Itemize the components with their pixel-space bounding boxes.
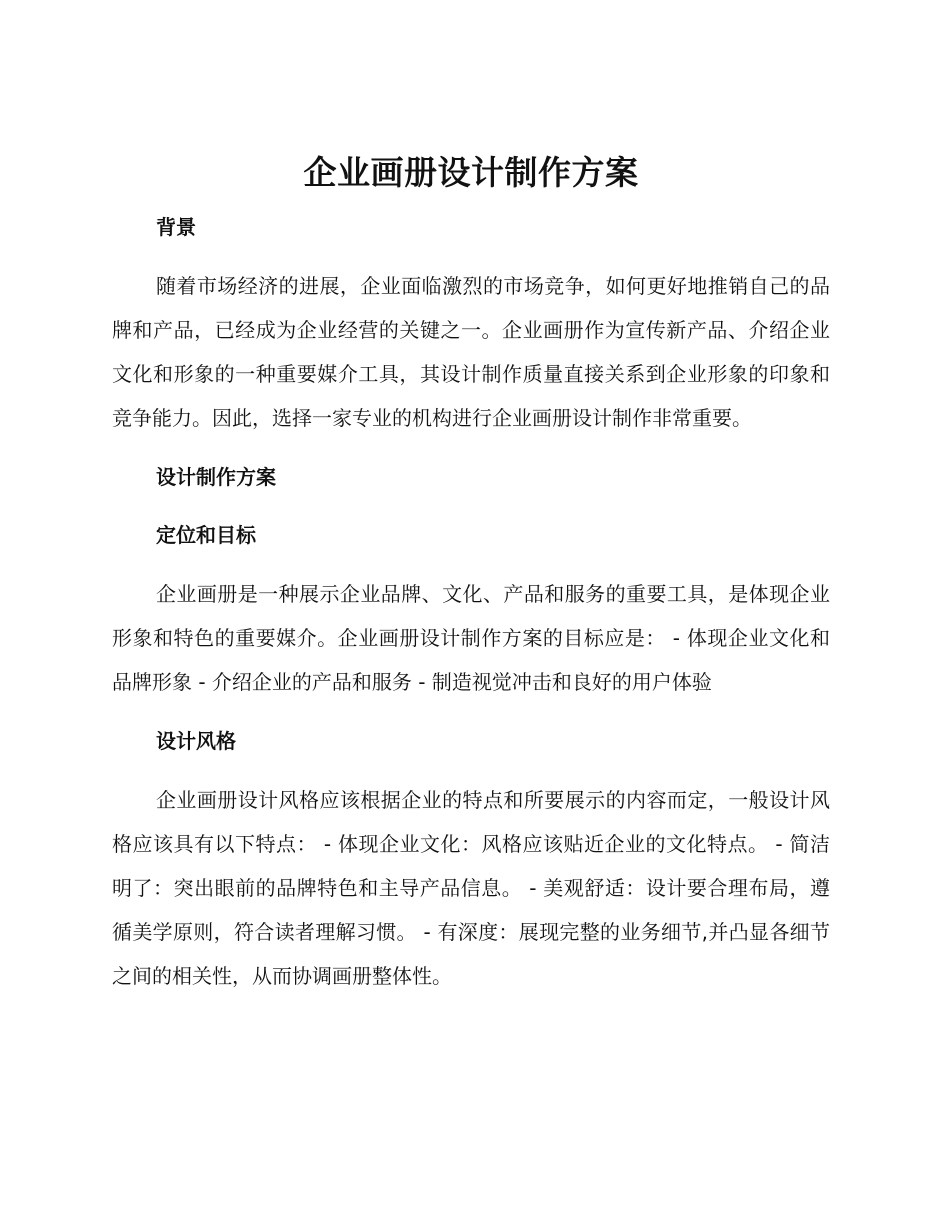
section-heading-style: 设计风格	[156, 729, 236, 753]
document-page	[112, 148, 830, 998]
paragraph-style: 企业画册设计风格应该根据企业的特点和所要展示的内容而定，一般设计风格应该具有以下特点： - 体现企业文化：风格应该贴近企业的文化特点。 - 简洁明了：突出眼前的品牌特色和主导产品信息。 - 美观舒适：设计要合理布局，遵循美学原则，符合读者理解习惯。 - 有深度：展现完整的业务细节,并凸显各细节之间的相关性，从而协调画册整体性。	[112, 788, 830, 988]
document-title: 企业画册设计制作方案	[303, 153, 639, 192]
section-heading-positioning: 定位和目标	[156, 523, 256, 547]
paragraph-positioning: 企业画册是一种展示企业品牌、文化、产品和服务的重要工具，是体现企业形象和特色的重要媒介。企业画册设计制作方案的目标应是： - 体现企业文化和品牌形象 - 介绍企业的产品和服务 - 制造视觉冲击和良好的用户体验	[112, 582, 830, 694]
paragraph-background: 随着市场经济的进展，企业面临激烈的市场竞争，如何更好地推销自己的品牌和产品，已经成为企业经营的关键之一。企业画册作为宣传新产品、介绍企业文化和形象的一种重要媒介工具，其设计制作质量直接关系到企业形象的印象和竞争能力。因此，选择一家专业的机构进行企业画册设计制作非常重要。	[112, 274, 830, 430]
section-heading-background: 背景	[156, 215, 196, 239]
section-heading-plan: 设计制作方案	[156, 465, 276, 489]
